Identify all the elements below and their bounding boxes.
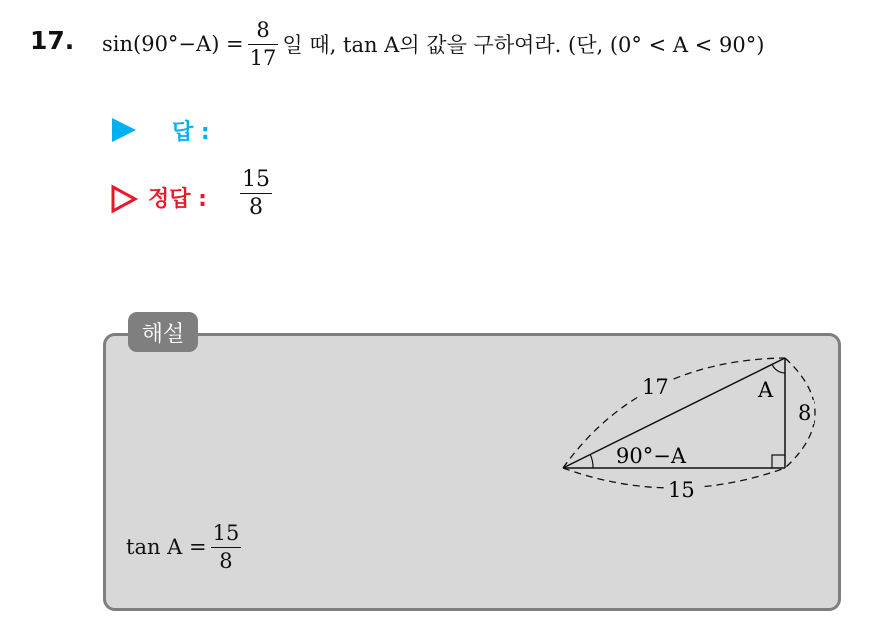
correct-answer-fraction xyxy=(240,168,272,219)
fraction-bar xyxy=(211,547,242,548)
hyp-length-label: 17 xyxy=(642,375,669,399)
angle-arc-top xyxy=(772,364,785,373)
solution-equation xyxy=(126,512,245,582)
question-fraction-num: 8 xyxy=(256,18,270,43)
correct-answer-label: 정답 : xyxy=(148,187,207,212)
fraction-bar xyxy=(240,193,272,194)
correct-answer-den: 8 xyxy=(249,195,263,221)
question-lhs: sin(90°−A) = xyxy=(102,32,244,56)
other-angle-label: 90°−A xyxy=(616,444,686,468)
question-fraction xyxy=(248,19,279,68)
solution-fraction xyxy=(211,522,242,571)
angle-arc-left xyxy=(590,454,593,468)
base-length-label: 15 xyxy=(668,478,695,502)
correct-answer-num: 15 xyxy=(242,167,270,192)
answer-label: 답 : xyxy=(172,120,210,145)
correct-triangle-icon xyxy=(110,184,138,214)
question-fraction-den: 17 xyxy=(249,45,277,70)
answer-triangle-icon xyxy=(112,118,136,142)
question-tail: 일 때, tan A의 값을 구하여라. (단, (0° < A < 90°) xyxy=(282,33,765,57)
triangle-figure xyxy=(550,350,850,510)
right-angle-mark xyxy=(772,455,785,468)
question-text xyxy=(102,14,764,74)
question-number: 17. xyxy=(30,26,75,55)
vertical-length-label: 8 xyxy=(798,401,812,425)
solution-num: 15 xyxy=(212,521,240,546)
fraction-bar xyxy=(248,44,279,45)
solution-lhs: tan A = xyxy=(126,535,207,559)
angle-a-label: A xyxy=(758,378,774,402)
solution-den: 8 xyxy=(219,548,233,573)
solution-tag: 해설 xyxy=(128,312,198,352)
